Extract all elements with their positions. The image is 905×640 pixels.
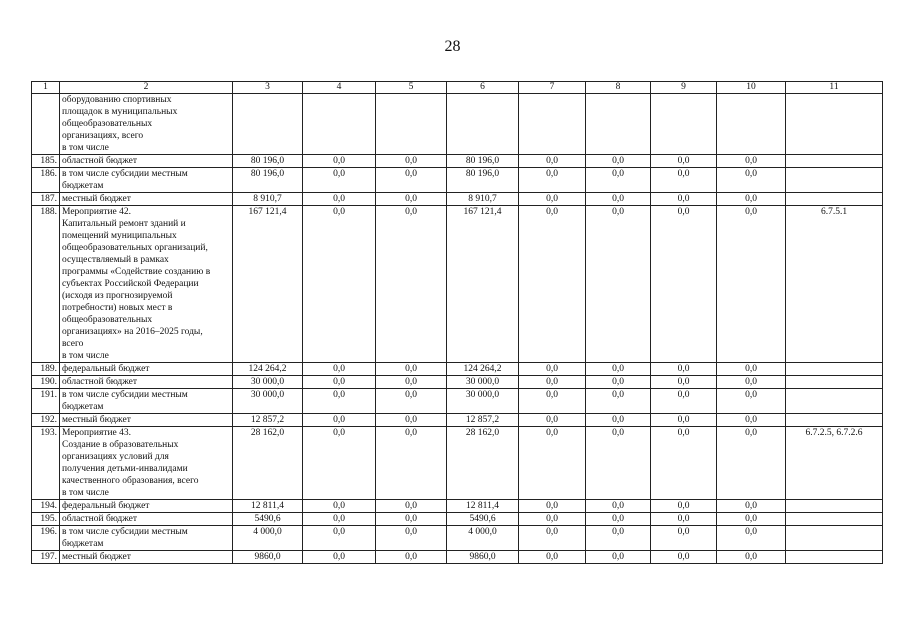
- row-name-line: качественного образования, всего: [62, 476, 199, 486]
- row-name-line: областной бюджет: [62, 514, 138, 524]
- row-name-line: федеральный бюджет: [62, 364, 150, 374]
- row-name-line: Капитальный ремонт зданий и: [62, 219, 186, 229]
- target-reference: [786, 513, 883, 526]
- column-header: 11: [786, 82, 883, 94]
- target-reference: [786, 94, 883, 155]
- target-reference: [786, 376, 883, 389]
- column-header: 5: [376, 82, 447, 94]
- value-cell: 0,0: [303, 168, 376, 193]
- value-cell: 0,0: [651, 551, 717, 564]
- row-name-line: бюджетам: [62, 402, 104, 412]
- table-row: [32, 206, 883, 363]
- row-name-line: местный бюджет: [62, 552, 131, 562]
- value-cell: [447, 94, 519, 155]
- table-row: [32, 526, 883, 551]
- value-cell: 0,0: [586, 376, 651, 389]
- row-number: 185.: [32, 155, 60, 168]
- row-number: 186.: [32, 168, 60, 193]
- value-cell: 0,0: [376, 168, 447, 193]
- value-cell: 0,0: [519, 376, 586, 389]
- value-cell: 0,0: [376, 500, 447, 513]
- row-name-line: Мероприятие 42.: [62, 207, 132, 217]
- row-name-line: помещений муниципальных: [62, 231, 177, 241]
- row-number: 197.: [32, 551, 60, 564]
- column-header: 1: [32, 82, 60, 94]
- value-cell: 30 000,0: [233, 376, 303, 389]
- table-row: [32, 427, 883, 500]
- table-row: [32, 389, 883, 414]
- value-cell: [651, 94, 717, 155]
- value-cell: 0,0: [586, 526, 651, 551]
- value-cell: 0,0: [303, 500, 376, 513]
- row-name: [60, 193, 233, 206]
- budget-table: [31, 81, 883, 564]
- value-cell: 9860,0: [233, 551, 303, 564]
- value-cell: 0,0: [519, 193, 586, 206]
- value-cell: 0,0: [303, 414, 376, 427]
- row-name-line: в том числе: [62, 488, 109, 498]
- column-header: 2: [60, 82, 233, 94]
- value-cell: 0,0: [717, 414, 786, 427]
- value-cell: [303, 94, 376, 155]
- column-header: 4: [303, 82, 376, 94]
- value-cell: 0,0: [586, 193, 651, 206]
- row-name-line: общеобразовательных организаций,: [62, 243, 208, 253]
- row-name-line: организациях, всего: [62, 131, 144, 141]
- value-cell: 0,0: [651, 376, 717, 389]
- value-cell: 0,0: [303, 427, 376, 500]
- value-cell: 0,0: [376, 363, 447, 376]
- row-number: 191.: [32, 389, 60, 414]
- value-cell: 0,0: [586, 427, 651, 500]
- value-cell: 80 196,0: [447, 168, 519, 193]
- row-name-line: организациях» на 2016–2025 годы,: [62, 327, 203, 337]
- value-cell: [519, 94, 586, 155]
- row-name-line: областной бюджет: [62, 377, 138, 387]
- value-cell: 0,0: [651, 427, 717, 500]
- value-cell: 0,0: [717, 206, 786, 363]
- value-cell: 0,0: [717, 526, 786, 551]
- row-name: [60, 414, 233, 427]
- value-cell: 0,0: [303, 363, 376, 376]
- value-cell: 30 000,0: [447, 389, 519, 414]
- row-name-line: общеобразовательных: [62, 315, 153, 325]
- row-name-line: (исходя из прогнозируемой: [62, 291, 173, 301]
- row-number: 190.: [32, 376, 60, 389]
- value-cell: 0,0: [651, 513, 717, 526]
- target-reference: [786, 363, 883, 376]
- value-cell: 0,0: [651, 155, 717, 168]
- value-cell: 0,0: [651, 500, 717, 513]
- value-cell: 0,0: [519, 427, 586, 500]
- row-number: 194.: [32, 500, 60, 513]
- value-cell: 28 162,0: [447, 427, 519, 500]
- table-row: [32, 363, 883, 376]
- row-name: [60, 513, 233, 526]
- row-number: 193.: [32, 427, 60, 500]
- row-name-line: осуществляемый в рамках: [62, 255, 169, 265]
- target-reference: [786, 500, 883, 513]
- table-row: [32, 376, 883, 389]
- table-row: [32, 500, 883, 513]
- row-name: [60, 168, 233, 193]
- value-cell: 0,0: [519, 168, 586, 193]
- value-cell: 0,0: [586, 513, 651, 526]
- value-cell: 0,0: [519, 206, 586, 363]
- column-header: 3: [233, 82, 303, 94]
- value-cell: 0,0: [376, 513, 447, 526]
- row-number: 188.: [32, 206, 60, 363]
- row-name: [60, 389, 233, 414]
- value-cell: 0,0: [303, 376, 376, 389]
- row-name: [60, 363, 233, 376]
- value-cell: 0,0: [717, 513, 786, 526]
- row-name-line: субъектах Российской Федерации: [62, 279, 199, 289]
- value-cell: 0,0: [376, 206, 447, 363]
- value-cell: 8 910,7: [447, 193, 519, 206]
- value-cell: 12 857,2: [233, 414, 303, 427]
- value-cell: 0,0: [303, 206, 376, 363]
- row-name-line: всего: [62, 339, 84, 349]
- row-name: [60, 427, 233, 500]
- row-name: [60, 376, 233, 389]
- value-cell: 124 264,2: [233, 363, 303, 376]
- value-cell: 0,0: [717, 376, 786, 389]
- value-cell: 0,0: [376, 526, 447, 551]
- target-reference: [786, 168, 883, 193]
- table-row: [32, 168, 883, 193]
- column-header: 10: [717, 82, 786, 94]
- value-cell: 0,0: [519, 155, 586, 168]
- row-name: [60, 155, 233, 168]
- value-cell: 80 196,0: [233, 155, 303, 168]
- value-cell: 4 000,0: [233, 526, 303, 551]
- table-row: [32, 193, 883, 206]
- row-name-line: оборудованию спортивных: [62, 95, 172, 105]
- value-cell: 0,0: [586, 414, 651, 427]
- value-cell: 0,0: [586, 389, 651, 414]
- value-cell: 0,0: [376, 376, 447, 389]
- value-cell: 0,0: [303, 526, 376, 551]
- row-name-line: Мероприятие 43.: [62, 428, 132, 438]
- value-cell: 0,0: [717, 500, 786, 513]
- value-cell: 0,0: [651, 206, 717, 363]
- value-cell: 30 000,0: [233, 389, 303, 414]
- value-cell: 0,0: [519, 526, 586, 551]
- target-reference: [786, 414, 883, 427]
- target-reference: [786, 551, 883, 564]
- value-cell: 0,0: [303, 193, 376, 206]
- value-cell: 167 121,4: [447, 206, 519, 363]
- value-cell: 0,0: [651, 193, 717, 206]
- value-cell: 28 162,0: [233, 427, 303, 500]
- row-number: 196.: [32, 526, 60, 551]
- value-cell: [586, 94, 651, 155]
- value-cell: 0,0: [519, 414, 586, 427]
- target-reference: [786, 155, 883, 168]
- table-body: [32, 94, 883, 564]
- value-cell: 5490,6: [447, 513, 519, 526]
- row-name-line: общеобразовательных: [62, 119, 153, 129]
- value-cell: 4 000,0: [447, 526, 519, 551]
- column-number-row: [32, 82, 883, 94]
- target-reference: [786, 389, 883, 414]
- value-cell: 0,0: [376, 551, 447, 564]
- value-cell: [233, 94, 303, 155]
- value-cell: [376, 94, 447, 155]
- row-name: [60, 94, 233, 155]
- value-cell: 12 811,4: [233, 500, 303, 513]
- row-name-line: площадок в муниципальных: [62, 107, 178, 117]
- row-name-line: в том числе: [62, 351, 109, 361]
- value-cell: 0,0: [519, 513, 586, 526]
- value-cell: 0,0: [303, 155, 376, 168]
- row-number: 187.: [32, 193, 60, 206]
- value-cell: 0,0: [519, 500, 586, 513]
- column-header: 8: [586, 82, 651, 94]
- row-number: [32, 94, 60, 155]
- value-cell: 167 121,4: [233, 206, 303, 363]
- table-row: [32, 513, 883, 526]
- table-row: [32, 155, 883, 168]
- value-cell: 0,0: [651, 363, 717, 376]
- row-name: [60, 500, 233, 513]
- value-cell: 0,0: [586, 155, 651, 168]
- value-cell: 0,0: [717, 363, 786, 376]
- value-cell: 0,0: [717, 168, 786, 193]
- target-reference: 6.7.2.5, 6.7.2.6: [786, 427, 883, 500]
- row-number: 189.: [32, 363, 60, 376]
- value-cell: 0,0: [376, 193, 447, 206]
- value-cell: [717, 94, 786, 155]
- value-cell: 30 000,0: [447, 376, 519, 389]
- row-name-line: потребности) новых мест в: [62, 303, 173, 313]
- row-name-line: в том числе: [62, 143, 109, 153]
- row-name-line: получения детьми-инвалидами: [62, 464, 188, 474]
- value-cell: 0,0: [717, 427, 786, 500]
- value-cell: 0,0: [376, 155, 447, 168]
- value-cell: 0,0: [717, 551, 786, 564]
- value-cell: 0,0: [586, 551, 651, 564]
- value-cell: 0,0: [717, 155, 786, 168]
- value-cell: 0,0: [586, 206, 651, 363]
- row-name-line: программы «Содействие созданию в: [62, 267, 211, 277]
- value-cell: 9860,0: [447, 551, 519, 564]
- target-reference: [786, 526, 883, 551]
- table-row: [32, 94, 883, 155]
- value-cell: 0,0: [586, 168, 651, 193]
- value-cell: 12 811,4: [447, 500, 519, 513]
- value-cell: 80 196,0: [233, 168, 303, 193]
- column-header: 6: [447, 82, 519, 94]
- row-name-line: федеральный бюджет: [62, 501, 150, 511]
- target-reference: 6.7.5.1: [786, 206, 883, 363]
- value-cell: 0,0: [376, 427, 447, 500]
- value-cell: 0,0: [586, 363, 651, 376]
- value-cell: 0,0: [376, 389, 447, 414]
- value-cell: 0,0: [717, 193, 786, 206]
- row-name-line: бюджетам: [62, 539, 104, 549]
- value-cell: 0,0: [303, 551, 376, 564]
- value-cell: 0,0: [717, 389, 786, 414]
- value-cell: 8 910,7: [233, 193, 303, 206]
- value-cell: 0,0: [586, 500, 651, 513]
- column-header: 9: [651, 82, 717, 94]
- row-name-line: организациях условий для: [62, 452, 169, 462]
- column-header: 7: [519, 82, 586, 94]
- value-cell: 5490,6: [233, 513, 303, 526]
- value-cell: 124 264,2: [447, 363, 519, 376]
- value-cell: 0,0: [651, 526, 717, 551]
- row-name-line: областной бюджет: [62, 156, 138, 166]
- value-cell: 0,0: [519, 389, 586, 414]
- table-row: [32, 414, 883, 427]
- row-name: [60, 526, 233, 551]
- table-row: [32, 551, 883, 564]
- row-name-line: Создание в образовательных: [62, 440, 179, 450]
- page-number: 28: [444, 38, 461, 55]
- row-name-line: местный бюджет: [62, 194, 131, 204]
- value-cell: 0,0: [519, 551, 586, 564]
- value-cell: 80 196,0: [447, 155, 519, 168]
- row-name-line: в том числе субсидии местным: [62, 527, 188, 537]
- value-cell: 0,0: [303, 513, 376, 526]
- value-cell: 12 857,2: [447, 414, 519, 427]
- target-reference: [786, 193, 883, 206]
- value-cell: 0,0: [651, 389, 717, 414]
- value-cell: 0,0: [651, 168, 717, 193]
- value-cell: 0,0: [519, 363, 586, 376]
- row-name: [60, 206, 233, 363]
- value-cell: 0,0: [303, 389, 376, 414]
- row-name-line: бюджетам: [62, 181, 104, 191]
- value-cell: 0,0: [651, 414, 717, 427]
- row-name: [60, 551, 233, 564]
- value-cell: 0,0: [376, 414, 447, 427]
- row-name-line: в том числе субсидии местным: [62, 390, 188, 400]
- row-number: 195.: [32, 513, 60, 526]
- row-name-line: местный бюджет: [62, 415, 131, 425]
- row-number: 192.: [32, 414, 60, 427]
- row-name-line: в том числе субсидии местным: [62, 169, 188, 179]
